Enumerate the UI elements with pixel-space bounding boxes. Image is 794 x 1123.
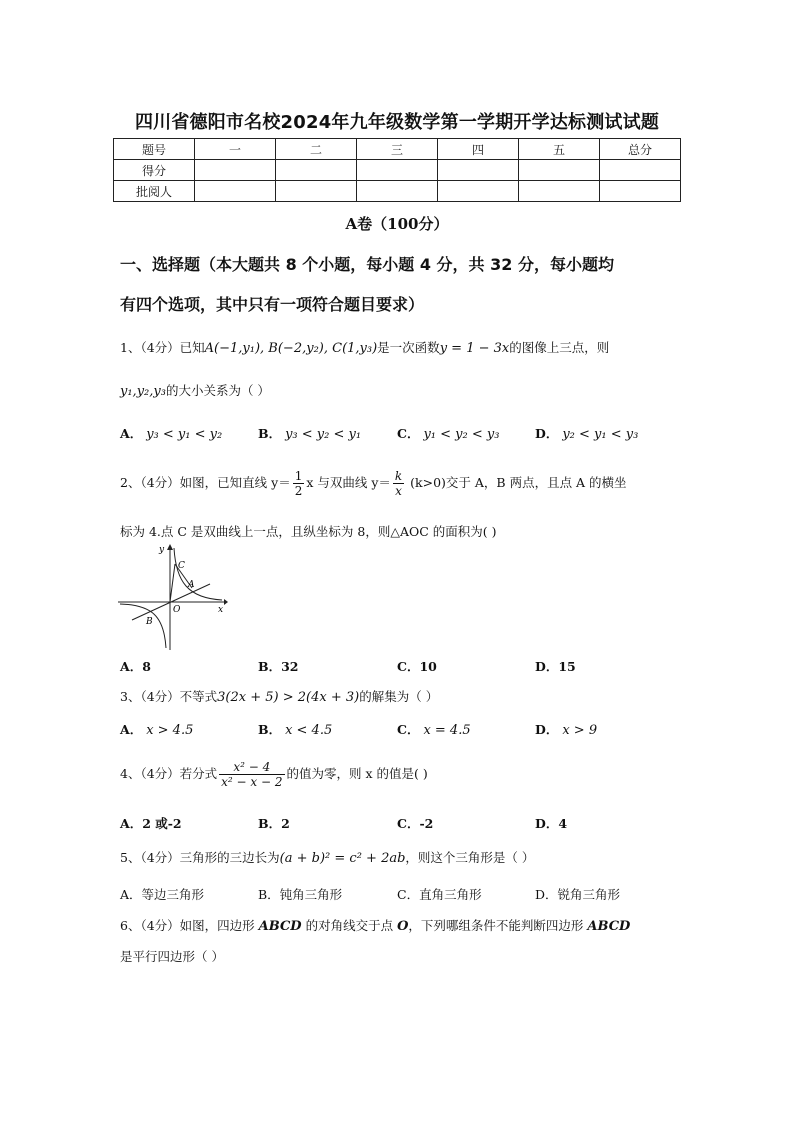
score-input-cell[interactable]: [600, 160, 681, 181]
q4-option-a[interactable]: A．2 或-2: [120, 816, 182, 831]
score-input-cell[interactable]: [519, 160, 600, 181]
q5-expr: (a + b)² = c² + 2ab: [279, 851, 406, 866]
score-table-cell: 批阅人: [114, 181, 195, 202]
section-a-heading: A卷（100分）: [345, 215, 449, 233]
score-table-cell: 一: [195, 139, 276, 160]
score-table-cell: 三: [357, 139, 438, 160]
q2-suffix: (k>0)交于 A，B 两点，且点 A 的横坐: [406, 475, 627, 490]
graph-label-a: A: [188, 580, 195, 590]
score-table-cell: 五: [519, 139, 600, 160]
q2-graph: [118, 542, 228, 650]
graph-label-o: O: [173, 605, 181, 615]
q1-option-a[interactable]: A． y₃ < y₁ < y₂: [120, 426, 223, 442]
q4-prefix: 4、（4分）若分式: [120, 766, 218, 781]
q1-vars: y₁,y₂,y₃: [120, 384, 166, 399]
q6-line1: [120, 917, 630, 936]
q4-suffix: 的值为零，则 x 的值是( ): [286, 766, 428, 781]
score-table-cell: 题号: [114, 139, 195, 160]
q1-prefix: 1、（4分）已知: [120, 340, 205, 355]
q4-option-b[interactable]: B．2: [258, 816, 290, 831]
score-table-cell: 总分: [600, 139, 681, 160]
graph-label-y: y: [159, 545, 165, 555]
q3-option-c[interactable]: C． x = 4.5: [397, 722, 471, 738]
score-input-cell[interactable]: [195, 160, 276, 181]
q1-line2: [120, 382, 270, 401]
q4-fraction: $\frac{\text{x² − 4}}{\text{x² − x − 2}}$: [221, 760, 283, 789]
score-table-cell: 得分: [114, 160, 195, 181]
q4-option-d[interactable]: D．4: [535, 816, 568, 831]
q5-prefix: 5、（4分）三角形的三边长为: [120, 850, 280, 865]
page-title: 四川省德阳市名校2024年九年级数学第一学期开学达标测试试题: [134, 112, 660, 133]
q3-option-a[interactable]: A． x > 4.5: [120, 722, 194, 738]
q6-o: O: [397, 919, 409, 934]
score-table-cell: 四: [438, 139, 519, 160]
q6-abcd-2: ABCD: [587, 919, 631, 934]
q5-suffix: ，则这个三角形是（ ）: [405, 850, 535, 865]
q2-fraction-k-over-x: $\frac{k}{x}$: [394, 469, 403, 498]
q6-text-a: 6、（4分）如图，四边形: [120, 918, 255, 933]
q3-suffix: 的解集为（ ）: [359, 689, 439, 704]
q1-func: y = 1 − 3x: [439, 341, 510, 356]
score-table-cell: 二: [276, 139, 357, 160]
q1-option-d[interactable]: D． y₂ < y₁ < y₃: [535, 426, 639, 442]
q2-option-a[interactable]: A．8: [120, 659, 151, 674]
score-input-cell[interactable]: [195, 181, 276, 202]
q5-option-d[interactable]: D．锐角三角形: [535, 887, 621, 902]
score-input-cell[interactable]: [357, 181, 438, 202]
q2-option-c[interactable]: C．10: [397, 659, 437, 674]
q2-mid: x 与双曲线 y＝: [306, 475, 391, 490]
q3-line: [120, 688, 438, 707]
score-input-cell[interactable]: [438, 160, 519, 181]
q1-points: A(−1,y₁), B(−2,y₂), C(1,y₃): [204, 341, 378, 356]
part1-heading-line2: 有四个选项，其中只有一项符合题目要求）: [120, 295, 425, 314]
q1-line1: [120, 339, 609, 358]
q1-option-c[interactable]: C． y₁ < y₂ < y₃: [397, 426, 500, 442]
q4-line: [120, 757, 428, 791]
score-table: [113, 138, 681, 202]
q5-line: [120, 849, 534, 868]
q1-mid: 是一次函数: [377, 340, 440, 355]
q5-option-b[interactable]: B．钝角三角形: [258, 887, 343, 902]
graph-label-b: B: [146, 617, 153, 627]
q2-prefix: 2、（4分）如图，已知直线 y＝: [120, 475, 291, 490]
q2-line1: [120, 468, 627, 498]
q6-text-b: 的对角线交于点: [305, 918, 394, 933]
q3-option-d[interactable]: D． x > 9: [535, 722, 598, 738]
q6-line2: 是平行四边形（ ）: [120, 949, 224, 964]
q3-expr: 3(2x + 5) > 2(4x + 3): [217, 690, 360, 705]
q4-option-c[interactable]: C．-2: [397, 816, 434, 831]
part1-heading-line1: 一、选择题（本大题共 8 个小题，每小题 4 分，共 32 分，每小题均: [120, 255, 614, 274]
score-table-row: [114, 181, 681, 202]
q1-option-b[interactable]: B． y₃ < y₂ < y₁: [258, 426, 362, 442]
q5-option-a[interactable]: A．等边三角形: [120, 887, 205, 902]
score-input-cell[interactable]: [357, 160, 438, 181]
score-input-cell[interactable]: [438, 181, 519, 202]
graph-label-x: x: [218, 605, 224, 615]
q1-line2-text: 的大小关系为（ ）: [165, 383, 270, 398]
graph-label-c: C: [178, 561, 185, 571]
score-input-cell[interactable]: [519, 181, 600, 202]
q2-fraction-half: $\frac{1}{2}$: [294, 469, 303, 498]
q5-option-c[interactable]: C．直角三角形: [397, 887, 482, 902]
q3-prefix: 3、（4分）不等式: [120, 689, 218, 704]
q3-option-b[interactable]: B． x < 4.5: [258, 722, 333, 738]
q6-text-c: ，下列哪组条件不能判断四边形: [408, 918, 584, 933]
q2-option-d[interactable]: D．15: [535, 659, 576, 674]
score-input-cell[interactable]: [276, 181, 357, 202]
score-input-cell[interactable]: [600, 181, 681, 202]
score-input-cell[interactable]: [276, 160, 357, 181]
score-table-header-row: [114, 139, 681, 160]
q1-suffix: 的图像上三点，则: [509, 340, 610, 355]
q6-abcd: ABCD: [258, 919, 302, 934]
score-table-row: [114, 160, 681, 181]
q2-option-b[interactable]: B．32: [258, 659, 299, 674]
q2-line2: 标为 4.点 C 是双曲线上一点，且纵坐标为 8，则△AOC 的面积为( ): [120, 524, 497, 539]
